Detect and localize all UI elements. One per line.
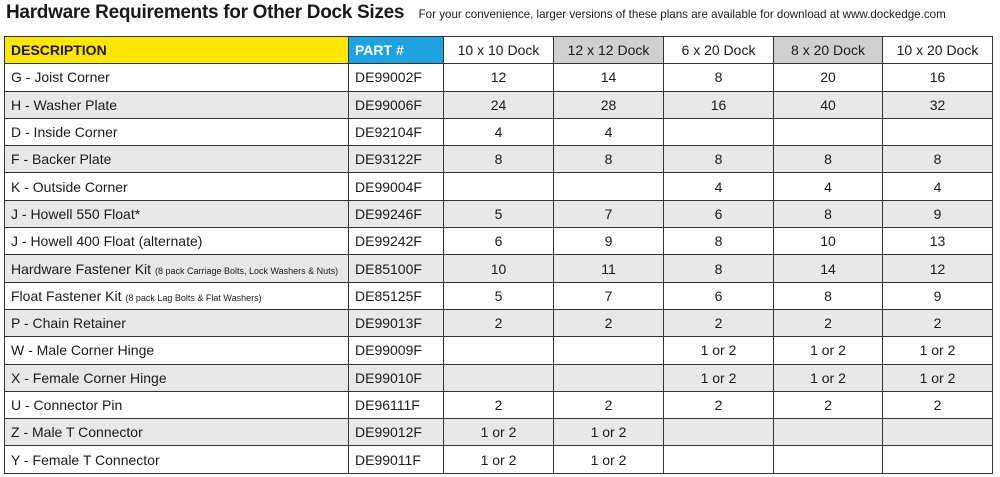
page-title: Hardware Requirements for Other Dock Sizes [6,2,405,23]
cell-quantity-d6x20: 1 or 2 [664,337,774,364]
hardware-requirements-table [4,36,993,474]
cell-quantity-d6x20: 6 [664,282,774,309]
cell-quantity-d10x10: 2 [444,391,554,418]
cell-quantity-d8x20 [774,419,883,446]
column-header-10x10-dock: 10 x 10 Dock [444,37,554,64]
cell-quantity-d10x20: 1 or 2 [883,364,993,391]
cell-quantity-d10x20 [883,446,993,473]
cell-quantity-d10x10: 4 [444,118,554,145]
cell-quantity-d10x20: 32 [883,91,993,118]
table-header-row [5,37,993,64]
cell-quantity-d12x12: 4 [554,118,664,145]
cell-part-number: DE99004F [349,173,444,200]
cell-quantity-d8x20: 1 or 2 [774,337,883,364]
cell-quantity-d12x12: 1 or 2 [554,446,664,473]
table-row [5,309,993,336]
cell-quantity-d6x20: 6 [664,200,774,227]
description-text: K - Outside Corner [11,178,128,195]
cell-quantity-d12x12 [554,364,664,391]
description-text: F - Backer Plate [11,151,112,168]
description-text: Hardware Fastener Kit [11,260,152,277]
cell-description [5,337,349,364]
cell-quantity-d8x20: 8 [774,146,883,173]
cell-quantity-d6x20: 4 [664,173,774,200]
description-text: J - Howell 400 Float (alternate) [11,233,203,250]
column-header-6x20-dock: 6 x 20 Dock [664,37,774,64]
cell-description [5,309,349,336]
table-row [5,200,993,227]
cell-quantity-d12x12 [554,173,664,200]
cell-quantity-d8x20 [774,118,883,145]
cell-part-number: DE99009F [349,337,444,364]
cell-quantity-d8x20: 40 [774,91,883,118]
cell-quantity-d10x10: 24 [444,91,554,118]
column-header-12x12-dock: 12 x 12 Dock [554,37,664,64]
page-subtitle: For your convenience, larger versions of these plans are available for download at www.dockedge.com [418,8,946,21]
cell-description [5,64,349,91]
description-text: D - Inside Corner [11,124,118,141]
cell-description [5,91,349,118]
cell-quantity-d10x20: 9 [883,282,993,309]
cell-quantity-d10x20: 16 [883,64,993,91]
cell-part-number: DE96111F [349,391,444,418]
cell-quantity-d10x10 [444,337,554,364]
cell-part-number: DE92104F [349,118,444,145]
table-row [5,228,993,255]
description-text: Y - Female T Connector [11,451,160,468]
cell-quantity-d10x10: 1 or 2 [444,419,554,446]
cell-description [5,282,349,309]
cell-description [5,118,349,145]
cell-quantity-d8x20: 14 [774,255,883,282]
cell-quantity-d6x20: 16 [664,91,774,118]
cell-quantity-d10x10 [444,173,554,200]
description-text: H - Washer Plate [11,96,118,113]
cell-quantity-d8x20: 8 [774,200,883,227]
cell-quantity-d8x20: 2 [774,309,883,336]
table-row [5,391,993,418]
cell-quantity-d10x20: 1 or 2 [883,337,993,364]
description-note: (8 pack Carriage Bolts, Lock Washers & Nuts) [154,265,339,276]
cell-part-number: DE99011F [349,446,444,473]
table-row [5,91,993,118]
cell-quantity-d12x12: 8 [554,146,664,173]
table-body [5,64,993,473]
cell-description [5,228,349,255]
cell-part-number: DE99002F [349,64,444,91]
cell-part-number: DE99242F [349,228,444,255]
cell-part-number: DE85125F [349,282,444,309]
cell-quantity-d10x20: 2 [883,309,993,336]
cell-quantity-d10x20 [883,118,993,145]
cell-quantity-d6x20 [664,419,774,446]
description-text: U - Connector Pin [11,397,123,413]
description-text: J - Howell 550 Float* [11,205,141,222]
description-note: (8 pack Lag Bolts & Flat Washers) [125,292,262,303]
cell-part-number: DE99012F [349,419,444,446]
cell-quantity-d10x10: 6 [444,228,554,255]
table-row [5,364,993,391]
cell-quantity-d12x12: 1 or 2 [554,419,664,446]
column-header-8x20-dock: 8 x 20 Dock [774,37,883,64]
cell-quantity-d10x10: 12 [444,64,554,91]
cell-description [5,146,349,173]
cell-quantity-d10x10: 5 [444,282,554,309]
cell-quantity-d6x20: 2 [664,309,774,336]
cell-quantity-d8x20: 8 [774,282,883,309]
cell-quantity-d6x20: 2 [664,391,774,418]
table-row [5,118,993,145]
cell-part-number: DE99246F [349,200,444,227]
cell-quantity-d12x12: 9 [554,228,664,255]
cell-description [5,446,349,473]
cell-quantity-d6x20: 8 [664,64,774,91]
description-text: W - Male Corner Hinge [11,342,155,359]
column-header-description: DESCRIPTION [5,37,349,64]
cell-quantity-d10x10 [444,364,554,391]
cell-quantity-d12x12: 7 [554,200,664,227]
description-text: Z - Male T Connector [11,424,143,441]
cell-quantity-d6x20: 1 or 2 [664,364,774,391]
description-text: Float Fastener Kit [11,287,122,304]
cell-quantity-d8x20: 2 [774,391,883,418]
table-row [5,419,993,446]
cell-quantity-d8x20: 10 [774,228,883,255]
cell-description [5,391,349,418]
cell-quantity-d10x20 [883,419,993,446]
cell-part-number: DE99010F [349,364,444,391]
cell-quantity-d12x12: 11 [554,255,664,282]
cell-quantity-d6x20: 8 [664,228,774,255]
cell-description [5,364,349,391]
column-header-part-number: PART # [349,37,444,64]
table-row [5,446,993,473]
cell-quantity-d10x20: 13 [883,228,993,255]
cell-quantity-d12x12: 7 [554,282,664,309]
cell-quantity-d6x20 [664,446,774,473]
cell-part-number: DE99006F [349,91,444,118]
table-row [5,255,993,282]
cell-quantity-d10x20: 8 [883,146,993,173]
cell-quantity-d8x20: 20 [774,64,883,91]
cell-quantity-d10x10: 5 [444,200,554,227]
table-row [5,282,993,309]
table-row [5,146,993,173]
cell-quantity-d8x20: 1 or 2 [774,364,883,391]
table-row [5,173,993,200]
cell-quantity-d10x10: 10 [444,255,554,282]
cell-quantity-d10x10: 2 [444,309,554,336]
cell-quantity-d10x10: 8 [444,146,554,173]
cell-part-number: DE93122F [349,146,444,173]
cell-description [5,419,349,446]
cell-quantity-d12x12: 2 [554,309,664,336]
cell-quantity-d6x20: 8 [664,146,774,173]
cell-quantity-d10x20: 2 [883,391,993,418]
table-row [5,64,993,91]
cell-quantity-d10x20: 9 [883,200,993,227]
cell-quantity-d12x12 [554,337,664,364]
column-header-10x20-dock: 10 x 20 Dock [883,37,993,64]
cell-description [5,173,349,200]
description-text: X - Female Corner Hinge [11,369,167,386]
page-header [6,2,996,32]
cell-quantity-d8x20: 4 [774,173,883,200]
cell-quantity-d12x12: 2 [554,391,664,418]
cell-quantity-d12x12: 28 [554,91,664,118]
cell-quantity-d6x20: 8 [664,255,774,282]
cell-description [5,255,349,282]
description-text: P - Chain Retainer [11,315,126,332]
cell-description [5,200,349,227]
cell-part-number: DE99013F [349,309,444,336]
cell-quantity-d6x20 [664,118,774,145]
cell-quantity-d12x12: 14 [554,64,664,91]
description-text: G - Joist Corner [11,69,110,86]
cell-quantity-d10x10: 1 or 2 [444,446,554,473]
table-row [5,337,993,364]
cell-quantity-d8x20 [774,446,883,473]
cell-quantity-d10x20: 12 [883,255,993,282]
cell-quantity-d10x20: 4 [883,173,993,200]
cell-part-number: DE85100F [349,255,444,282]
